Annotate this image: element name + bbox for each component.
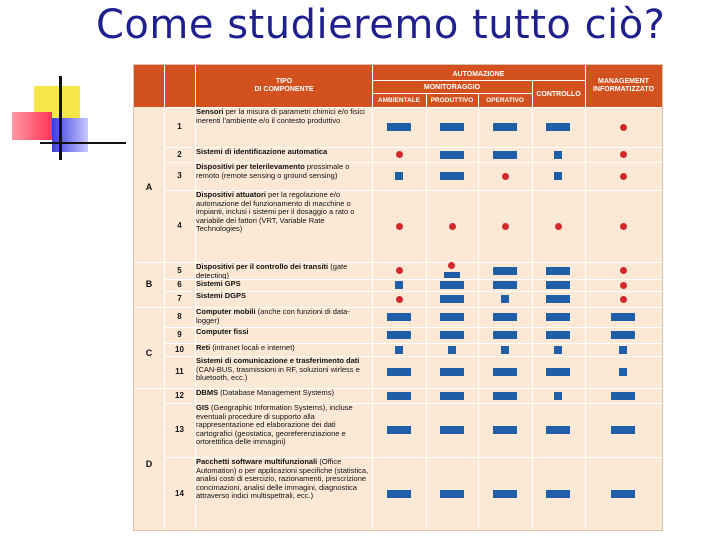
- row-description: [196, 308, 372, 327]
- group-label: B: [145, 279, 153, 289]
- row-number: 11: [175, 367, 184, 376]
- row-description-bold: Sistemi di comunicazione e trasferimento dati: [196, 357, 360, 365]
- row-description: [196, 357, 372, 388]
- row-number: 9: [177, 330, 182, 339]
- mark-bar: [493, 426, 517, 434]
- mark-bar: [493, 392, 517, 400]
- blue-square: [52, 118, 88, 152]
- row-description-text: per la misura di parametri chimici e/o fisici inerenti l’ambiente e/o il contesto produttivo: [196, 108, 365, 125]
- mark-bar: [440, 392, 464, 400]
- mark-bar: [546, 368, 570, 376]
- mark-bar: [546, 313, 570, 321]
- mark-bar: [546, 490, 570, 498]
- mark-square: [554, 346, 562, 354]
- row-description-bold: Dispositivi per il controllo dei transiti: [196, 263, 329, 271]
- mark-bar: [387, 392, 411, 400]
- mark-dot: [502, 223, 509, 230]
- mark-square: [554, 392, 562, 400]
- row-description-bold: Sistemi di identificazione automatica: [196, 148, 328, 156]
- row-description-bold: Sistemi DGPS: [196, 292, 247, 300]
- mark-square: [395, 281, 403, 289]
- mark-bar: [546, 281, 570, 289]
- row-description-text: (Database Management Systems): [218, 389, 334, 397]
- mark-dot: [396, 267, 403, 274]
- components-table: [133, 64, 663, 531]
- mark-dot: [396, 151, 403, 158]
- header-controllo: CONTROLLO: [536, 91, 581, 98]
- mark-bar: [387, 490, 411, 498]
- mark-bar: [546, 267, 570, 275]
- row-description: [196, 263, 372, 279]
- row-number: 5: [177, 265, 182, 275]
- mark-bar: [387, 426, 411, 434]
- mark-dot: [396, 296, 403, 303]
- row-description-bold: Dispositivi attuatori: [196, 191, 267, 199]
- group-label: A: [145, 182, 153, 192]
- row-number: 13: [175, 425, 184, 434]
- mark-square: [554, 172, 562, 180]
- mark-bar: [440, 368, 464, 376]
- mark-bar: [440, 426, 464, 434]
- mark-bar: [493, 331, 517, 339]
- row-description: [196, 292, 372, 307]
- mark-bar: [387, 123, 411, 131]
- row-description: [196, 163, 372, 190]
- row-description-bold: Computer fissi: [196, 328, 249, 336]
- row-description-text: (gate detecting): [196, 263, 348, 279]
- mark-bar: [440, 313, 464, 321]
- mark-bar: [493, 281, 517, 289]
- row-description: [196, 108, 372, 147]
- mark-bar: [387, 331, 411, 339]
- mark-dot: [396, 223, 403, 230]
- mark-dot: [620, 267, 627, 274]
- header-management: MANAGEMENT INFORMATIZZATO: [592, 78, 655, 93]
- mark-square: [619, 346, 627, 354]
- header-automazione: AUTOMAZIONE: [452, 71, 505, 78]
- mark-dot: [620, 124, 627, 131]
- row-description-bold: Sensori: [196, 108, 224, 116]
- mark-bar: [387, 313, 411, 321]
- group-label: D: [145, 459, 153, 469]
- mark-dot: [620, 151, 627, 158]
- mark-square: [395, 346, 403, 354]
- mark-bar: [440, 172, 464, 180]
- row-description-bold: Pacchetti software multifunzionali: [196, 458, 318, 466]
- row-description: [196, 148, 372, 162]
- row-description-bold: Dispositivi per telerilevamento: [196, 163, 305, 171]
- row-description: [196, 404, 372, 457]
- header-produttivo: PRODUTTIVO: [430, 97, 474, 104]
- mark-dot: [620, 173, 627, 180]
- row-description-text: (intranet locali e internet): [210, 344, 295, 352]
- group-label: C: [145, 348, 153, 358]
- header-monitoraggio: MONITORAGGIO: [423, 84, 481, 91]
- row-description: [196, 389, 372, 403]
- row-description: [196, 328, 372, 343]
- mark-dot: [502, 173, 509, 180]
- mark-bar: [440, 331, 464, 339]
- mark-bar: [493, 368, 517, 376]
- row-number: 14: [175, 488, 184, 498]
- row-number: 7: [177, 294, 182, 303]
- mark-square: [448, 346, 456, 354]
- mark-bar: [546, 295, 570, 303]
- mark-dot: [555, 223, 562, 230]
- header-ambientale: AMBIENTALE: [377, 97, 421, 104]
- row-description-bold: Computer mobili: [196, 308, 256, 316]
- row-description-bold: Reti: [196, 344, 211, 352]
- mark-bar: [611, 313, 635, 321]
- mark-dot: [620, 282, 627, 289]
- row-number: 4: [177, 221, 182, 230]
- mark-bar: [440, 281, 464, 289]
- row-number: 1: [177, 122, 182, 131]
- mark-square: [619, 368, 627, 376]
- mark-bar: [493, 151, 517, 159]
- mark-bar: [444, 272, 460, 278]
- mark-bar: [546, 123, 570, 131]
- row-description-bold: DBMS: [196, 389, 219, 397]
- mark-bar: [440, 295, 464, 303]
- row-description-bold: Sistemi GPS: [196, 280, 241, 288]
- row-description-text: per la regolazione e/o automazione del funzionamento di macchine o impianti, inclusi i sistemi per il dosaggio a rato o variabile dei fattori (VRT, Variable Rate Technologies): [196, 191, 355, 233]
- mark-bar: [493, 313, 517, 321]
- row-description-bold: GIS: [196, 404, 209, 412]
- row-number: 8: [177, 312, 182, 321]
- mark-dot: [620, 223, 627, 230]
- mark-bar: [546, 331, 570, 339]
- black-horizontal-line: [40, 142, 126, 144]
- mark-bar: [493, 267, 517, 275]
- row-number: 6: [177, 280, 182, 289]
- row-number: 12: [175, 390, 184, 400]
- mark-bar: [611, 426, 635, 434]
- row-description-text: (Geographic Information Systems), incluse eventuali procedure di supporto alla rappresentazione ed elaborazione dei dati cartografici (geostatica, georeferenziazione e ortorettifica delle immagini): [196, 404, 353, 446]
- row-description-text: (CAN-BUS, trasmissioni in RF, soluzioni wirless e bluetooth, ecc.): [196, 364, 360, 382]
- mark-square: [501, 346, 509, 354]
- mark-bar: [440, 123, 464, 131]
- mark-bar: [611, 331, 635, 339]
- mark-bar: [546, 426, 570, 434]
- row-description: [196, 191, 372, 262]
- header-operativo: OPERATIVO: [486, 97, 524, 104]
- mark-bar: [493, 123, 517, 131]
- mark-bar: [493, 490, 517, 498]
- row-description-text: (anche con funzioni di data-logger): [196, 308, 350, 325]
- row-description: [196, 458, 372, 530]
- mark-bar: [440, 151, 464, 159]
- mark-square: [554, 151, 562, 159]
- mark-bar: [440, 490, 464, 498]
- page-title: Come studieremo tutto ciò?: [96, 2, 666, 48]
- mark-bar: [611, 490, 635, 498]
- header-tipo: TIPO DI COMPONENTE: [254, 78, 314, 93]
- row-number: 10: [175, 344, 184, 354]
- mark-bar: [611, 392, 635, 400]
- red-square: [12, 112, 52, 140]
- row-number: 3: [177, 171, 182, 180]
- row-description-text: (Office Automation) o per applicazioni specifiche (statistica, analisi costi di esercizio, razionamenti, prescrizione concimazioni, analisi delle immagini, diagnostica attraverso indici multispettrali, ecc.): [196, 458, 369, 500]
- row-description-text: prossimale o remoto (remote sensing o ground sensing): [196, 163, 350, 180]
- row-description: [196, 344, 372, 356]
- row-description: [196, 280, 372, 291]
- mark-bar: [387, 368, 411, 376]
- mark-dot: [620, 296, 627, 303]
- mark-dot: [449, 223, 456, 230]
- mark-square: [395, 172, 403, 180]
- black-vertical-line: [59, 76, 62, 160]
- mark-square: [501, 295, 509, 303]
- row-number: 2: [177, 149, 182, 159]
- mark-dot: [448, 262, 455, 269]
